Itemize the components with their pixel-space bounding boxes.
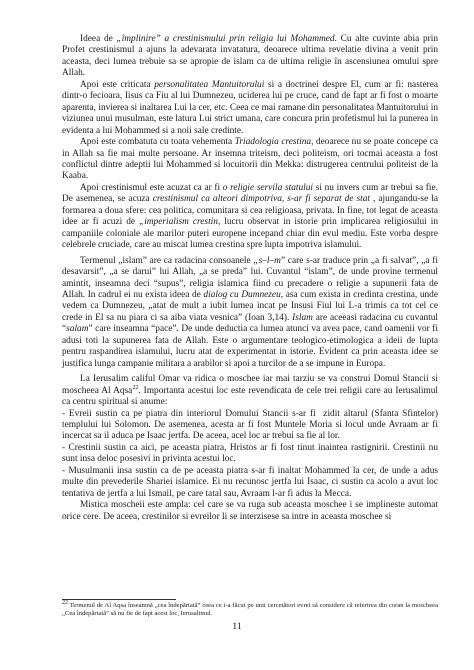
paragraph-10: Mistica moscheii este ampla: cel care se va ruga sub aceasta moschee i se implineste automat orice cere. De aceea, crestinilor si evreilor li se interzisese sa intre in aceasta moschee si	[62, 500, 438, 522]
paragraph-6: La Ierusalim califul Omar va ridica o moschee iar mai tarziu se va construi Domul Stancii si moscheea Al Aqsa$^{22}$. Importanta acestui loc este revendicata de cele trei religii care au Ierusalimul ca centru spiritual si anume:	[62, 374, 438, 408]
footnote-divider	[62, 599, 176, 600]
paragraph-2: Apoi este criticata personalitatea Mantuitorului si a doctrinei despre El, cum ar fi: nasterea dintr-o fecioara, Iisus ca Fiu al lui Dumnezeu, uciderea lui pe cruce, cand de fapt ar fi fost o moarte aparenta, invierea si inaltarea Lui la cer, etc. Ceea ce mai ramane din personalitatea Mantuitorului in viziunea unui musulman, este latura Lui strict umana, care concura prin profetismul lui la punerea in evidenta a lui Mohammed si a noii sale credinte.	[62, 79, 438, 136]
body-text	[62, 34, 438, 523]
paragraph-1: Ideea de „împlinire” a crestinismului prin religia lui Mohammed. Cu alte cuvinte abia prin Profet crestinismul a ajuns la adevarata invatatura, deoarece ultima revelatie divina a venit prin aceasta, deci lumea trebuie sa se apropie de islam ca de ultima religie în ascensiunea omului spre Allah.	[62, 34, 439, 79]
footnote-marker: 22	[62, 599, 68, 606]
page-number: 11	[232, 622, 242, 632]
paragraph-8: - Crestinii sustin ca aici, pe aceasta piatra, Hristos ar fi fost tinut inaintea rastignirii. Crestinii nu sunt insa deloc posesivi in privinta acestui loc.	[62, 442, 438, 465]
paragraph-9: - Musulmanii insa sustin ca de pe aceasta piatra s-ar fi inaltat Mohammed la cer, de unde a adus multe din prevederile Shariei islamice. Ei nu recunosc jertfa lui Isaac, ci sustin ca acolo a avut loc tentativa de jertfa a lui Ismail, pe care tatal sau, Avraam l-ar fi adus la Mecca.	[62, 465, 438, 499]
footnote	[62, 599, 438, 618]
paragraph-3: Apoi este combatuta cu toata vehementa Triadologia crestina, deoarece nu se poate concepe ca in Allah sa fie mai multe persoane. Ar insemna triteism, deci politeism, ori tocmai aceasta a fost conflictul dintre adeptii lui Mohammed si locuitorii din Mekka: distrugerea centrului politeist de la Kaaba.	[62, 137, 439, 182]
paragraph-5: Termenul „islam” are ca radacina consoanele „s–l–m” care s-ar traduce prin „a fi salvat”, „a fi desavarsit”, „a se darui” lui Allah, „a se preda” lui. Cuvantul “islam”, de unde provine termenul amintit, inseamna deci “supus”, religia islamica fiind cu precadere o religie a supunerii fata de Allah. In cadrul ei nu exista ideea de dialog cu Dumnezeu, asa cum exista in credinta crestina, unde vedem ca Dumnezeu, „atat de mult a iubit lumea incat pe Insusi Fiul lui L-a trimis ca tot cel ce crede in El sa nu piara ci sa aiba viata vesnica” (Ioan 3,14). Islam are aceeasi radacina cu cuvantul “salam” care inseamna “pace”. De unde deductia ca lumea atunci va avea pace, cand oamenii vor fi adusi toti la supunerea fata de Allah. Este o argumentare teologico-etimologica a ideii de lupta pentru raspandirea islamului, lucru atat de experimentat in istorie. Evident ca prin aceasta idee se justifica lunga campanie militara a arabilor si apoi a turcilor de a se impune in Europa.	[62, 255, 439, 369]
paragraph-4: Apoi crestinismul este acuzat ca ar fi o religie servila statului si nu invers cum ar trebui sa fie. De asemenea, se acuza crestinismul ca alteori dimpotriva, s-ar fi separat de stat , ajungandu-se la formarea a doua sfere: cea politica, comunitara si cea religioasa, privata. In fine, tot legat de aceasta idee ar fi acuzi de „imperialism crestin, lucru observat in istorie prin implicarea religiosului in campaniile coloniale ale marilor puteri europene incepand chiar din evul mediu. Este vorba despre celebrele cruciade, care au miscat lumea crestina spre lupta impotriva islamului.	[62, 182, 438, 251]
footnote-text: Termenul de Al Aqsa înseamnă „cea îndepărtată” ceea ce i-a făcut pe unii cercetători evrei să considere că referirea din coran la moscheea „Cea îndepărtată” să nu fie de fapt acest loc, Ierusalimul.	[62, 602, 438, 618]
paragraph-7: - Evreii sustin ca pe piatra din interiorul Domului Stancii s-ar fi zidit altarul (Sfanta Sfintelor) templului lui Solomon. De asemenea, acesta ar fi fost Muntele Moria si locul unde Avraam ar fi incercat sa il aduca pe Isaac jertfa. De aceea, acel loc ar trebui sa fie al lor.	[62, 408, 438, 442]
